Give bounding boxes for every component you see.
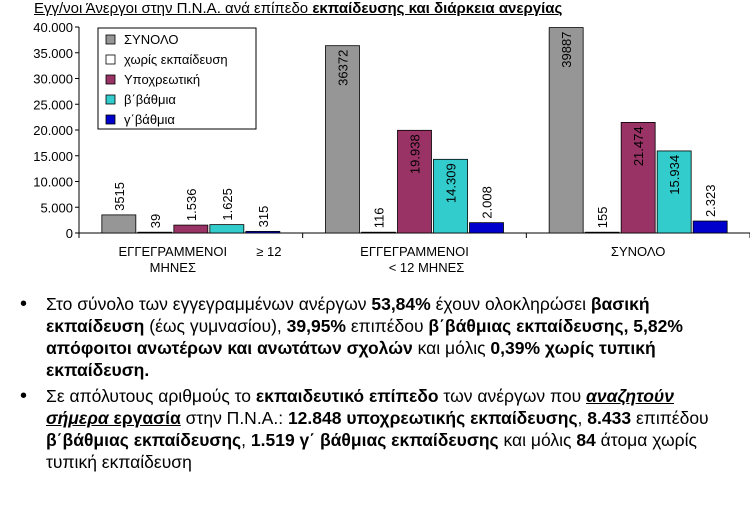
data-label: 19.938 [407,134,423,175]
y-tick-label: 30.000 [33,71,73,87]
category-label: ≥ 12 [256,244,282,259]
bar [362,232,396,233]
bar [138,232,172,233]
category-label: ΕΓΓΕΓΡΑΜΜΕΝΟΙ [360,244,469,259]
data-label: 2.323 [703,184,719,218]
data-label: 14.309 [443,163,459,204]
data-label: 3515 [111,181,127,211]
y-tick-label: 10.000 [33,174,73,190]
y-tick-label: 15.000 [33,148,73,164]
y-tick-label: 5.000 [40,200,73,216]
category-label: < 12 ΜΗΝΕΣ [388,260,465,275]
data-label: 2.008 [479,186,495,219]
data-label: 315 [255,205,271,228]
bullet-item-1: • Στο σύνολο των εγγεγραμμένων ανέργων 53,84% έχουν ολοκληρώσει βασική εκπαίδευση (έως γυμνασίου), 39,95% επιπέδου β΄βάθμιας εκπαίδευσης, 5,82% απόφοιτοι ανωτέρων και ανωτάτων σχολών και μόλις 0,39% χωρίς τυπική εκπαίδευση. [18,293,730,381]
legend-label: β΄βάθμια [124,92,176,107]
chart-title-part1: Εγγ/νοι Άνεργοι στην Π.Ν.Α. ανά επίπεδο [34,0,313,17]
data-label: 39887 [559,31,575,68]
legend-label: χωρίς εκπαίδευση [124,52,228,67]
bar [210,225,244,233]
y-tick-label: 40.000 [33,20,73,35]
bullet-list [18,293,730,477]
bar [470,223,504,233]
bar [693,221,727,233]
bullet-item-2: • Σε απόλυτους αριθμούς το εκπαιδευτικό επίπεδο των ανέργων που αναζητούν σήμερα εργασία στην Π.Ν.Α.: 12.848 υποχρεωτικής εκπαίδευσης, 8.433 επιπέδου β΄βάθμιας εκπαίδευσης, 1.519 γ΄ βάθμιας εκπαίδευσης και μόλις 84 άτομα χωρίς τυπική εκπαίδευση [18,385,730,473]
legend-swatch [106,35,115,44]
data-label: 39 [147,213,163,229]
legend-label: ΣΥΝΟΛΟ [124,32,179,47]
bar [246,231,280,233]
y-tick-label: 35.000 [33,45,73,61]
chart-title-part2: εκπαίδευσης και διάρκεια ανεργίας [312,0,563,17]
data-label: 1.536 [183,188,199,222]
data-label: 155 [595,206,611,229]
y-tick-label: 25.000 [33,97,73,113]
legend-swatch [106,75,115,84]
y-tick-label: 20.000 [33,123,73,138]
bar [585,232,619,233]
legend-swatch [106,95,115,104]
data-label: 36372 [335,49,351,86]
bar [102,215,136,233]
bar [174,225,208,233]
legend-label: Υποχρεωτική [124,72,201,87]
category-label: ΕΓΓΕΓΡΑΜΜΕΝΟΙ [118,244,228,259]
data-label: 15.934 [667,154,683,195]
data-label: 116 [371,207,387,229]
category-label: ΣΥΝΟΛΟ [610,244,666,259]
legend-swatch [106,55,115,64]
data-label: 21.474 [631,126,647,167]
y-tick-label: 0 [65,226,73,241]
data-label: 1.625 [219,188,235,221]
legend-swatch [106,115,115,124]
category-label: ΜΗΝΕΣ [149,260,196,275]
legend-label: γ΄βάθμια [124,112,175,127]
